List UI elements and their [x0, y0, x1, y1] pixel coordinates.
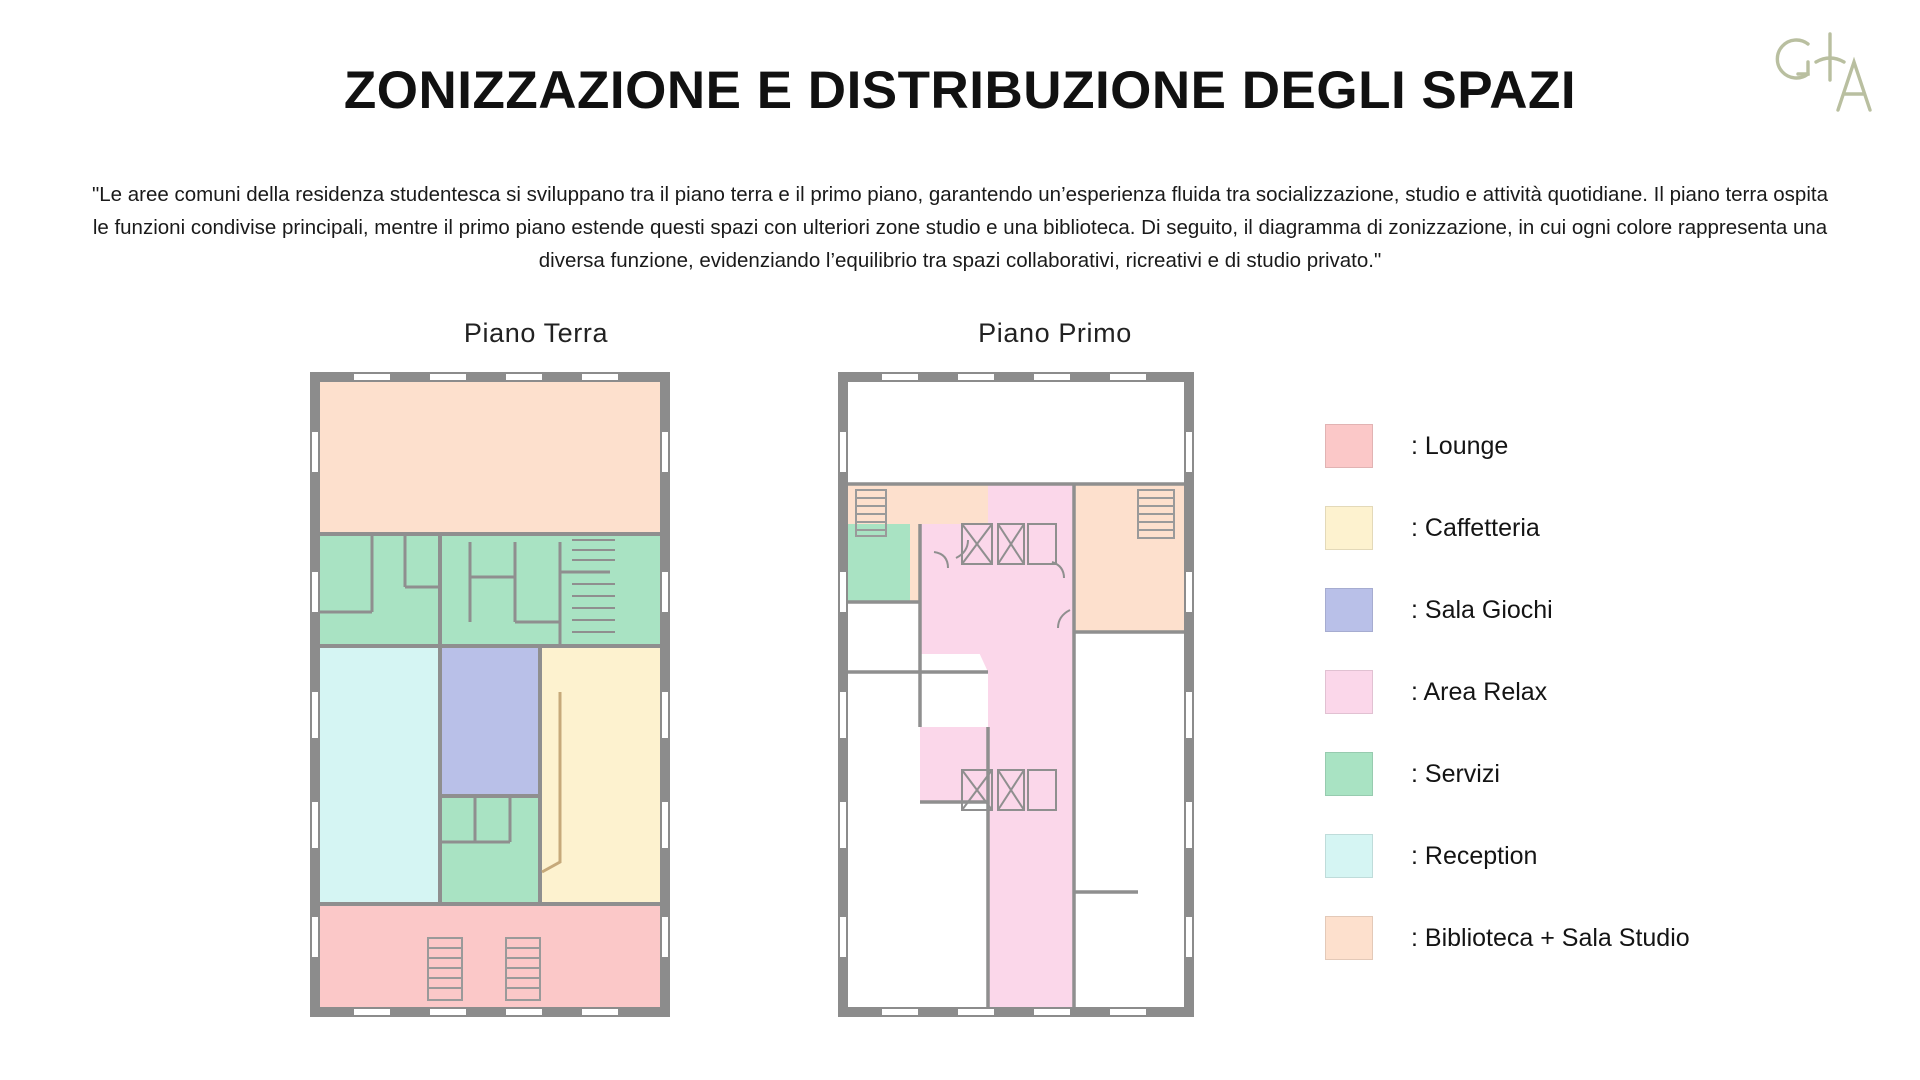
- legend-item-biblioteca-sala-studio: [1325, 897, 1845, 979]
- legend: [1325, 405, 1845, 979]
- legend-swatch-area-relax: [1325, 670, 1373, 714]
- legend-item-lounge: [1325, 405, 1845, 487]
- legend-swatch-lounge: [1325, 424, 1373, 468]
- legend-item-caffetteria: [1325, 487, 1845, 569]
- floor-plan-first: [838, 372, 1194, 1017]
- legend-swatch-sala-giochi: [1325, 588, 1373, 632]
- intro-paragraph: "Le aree comuni della residenza studentesca si sviluppano tra il piano terra e il primo piano, garantendo un’esperienza fluida tra socializzazione, studio e attività quotidiane. Il piano terra ospita le funzioni condivise principali, mentre il primo piano estende questi spazi con ulteriori zone studio e una biblioteca. Di seguito, il diagramma di zonizzazione, in cui ogni colore rappresenta una diversa funzione, evidenziando l’equilibrio tra spazi collaborativi, ricreativi e di studio privato.": [91, 183, 1828, 272]
- legend-label-servizi: : Servizi: [1411, 759, 1500, 788]
- legend-swatch-reception: [1325, 834, 1373, 878]
- legend-item-reception: [1325, 815, 1845, 897]
- page-title: ZONIZZAZIONE E DISTRIBUZIONE DEGLI SPAZI: [343, 61, 1577, 120]
- legend-label-reception: : Reception: [1411, 841, 1538, 870]
- legend-item-area-relax: [1325, 651, 1845, 733]
- legend-label-lounge: : Lounge: [1411, 431, 1509, 460]
- legend-label-sala-giochi: : Sala Giochi: [1411, 595, 1553, 624]
- floor-plan-ground: [310, 372, 670, 1017]
- legend-label-area-relax: : Area Relax: [1411, 677, 1548, 706]
- legend-swatch-servizi: [1325, 752, 1373, 796]
- legend-swatch-caffetteria: [1325, 506, 1373, 550]
- legend-swatch-biblioteca-sala-studio: [1325, 916, 1373, 960]
- legend-item-sala-giochi: [1325, 569, 1845, 651]
- floor-label-ground: Piano Terra: [463, 318, 609, 348]
- legend-label-caffetteria: : Caffetteria: [1411, 513, 1540, 542]
- legend-item-servizi: [1325, 733, 1845, 815]
- legend-label-biblioteca-sala-studio: : Biblioteca + Sala Studio: [1411, 923, 1690, 952]
- floor-label-first: Piano Primo: [978, 318, 1132, 348]
